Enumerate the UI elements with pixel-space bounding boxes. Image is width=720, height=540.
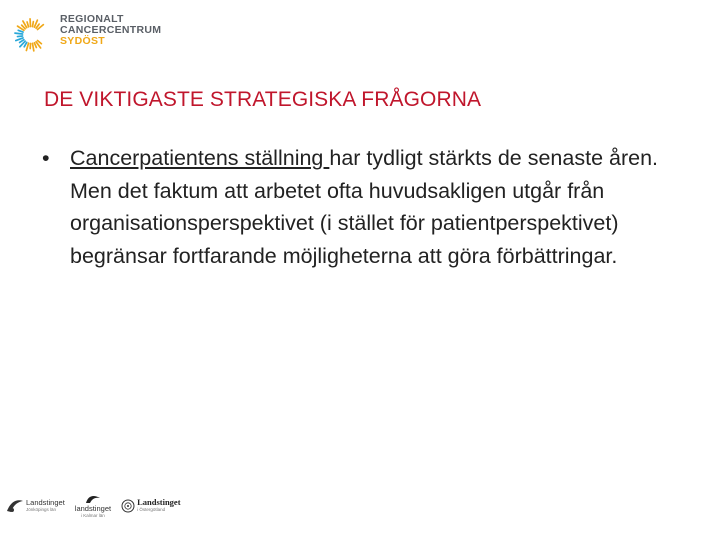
rcc-logo [14, 14, 161, 52]
bullet-underlined-text: Cancerpatientens ställning [70, 146, 330, 170]
bullet-marker: • [42, 146, 50, 170]
footer-logo-kalmar [75, 494, 111, 518]
logo-ray [32, 43, 33, 51]
footer-logo-sub: i Kalmar län [81, 513, 105, 518]
footer-logo-name: landstinget [74, 504, 112, 513]
bullet-text [70, 142, 672, 272]
footer-logo-name: Landstinget [137, 497, 181, 507]
bullet-item [42, 142, 672, 272]
emblem-icon [121, 499, 135, 513]
footer-logos [6, 494, 181, 518]
slide-body [42, 142, 672, 272]
logo-ray [27, 22, 28, 27]
footer-logo-name: Landstinget [26, 498, 65, 507]
footer-logo-jonkoping [6, 498, 65, 514]
bird-icon [85, 494, 101, 504]
logo-ray [18, 30, 23, 32]
slide-title: DE VIKTIGASTE STRATEGISKA FRÅGORNA [44, 88, 482, 111]
logo-text [60, 14, 161, 47]
footer-logo-sub: Jönköpings län [26, 507, 57, 512]
swoosh-icon [6, 498, 24, 514]
logo-ray [17, 36, 22, 37]
logo-ray [34, 43, 36, 48]
logo-line-2: CANCERCENTRUM [60, 24, 162, 36]
logo-line-3: SYDÖST [60, 35, 105, 47]
logo-line-1: REGIONALT [60, 13, 124, 25]
logo-ray [26, 43, 28, 50]
footer-logo-sub: i Östergötland [137, 507, 166, 512]
logo-ray [15, 33, 23, 34]
logo-ray [32, 22, 33, 27]
footer-logo-ostergotland [121, 499, 180, 513]
sunburst-logo-icon [14, 18, 48, 52]
bullet-rest-text: har tydligt stärkts de senaste åren. Men det faktum att arbetet ofta huvudsakligen utgår från organisationsperspektivet (i stället för patientperspektivet) begränsar fortfarande möjligheterna att göra förbättringar. [70, 146, 659, 268]
